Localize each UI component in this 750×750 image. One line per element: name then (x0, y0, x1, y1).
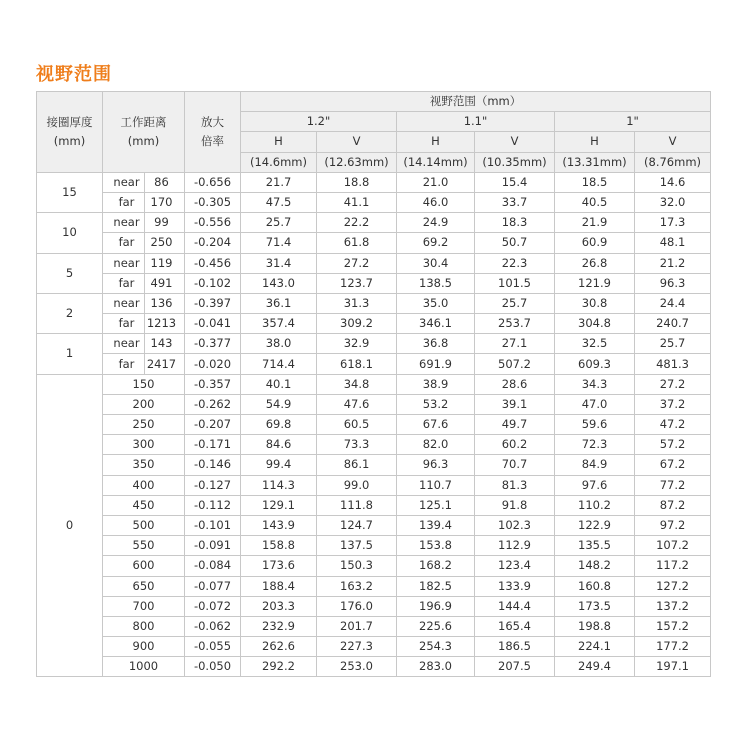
working-distance-cell: 99 (145, 213, 185, 233)
working-distance-cell: 2417 (145, 354, 185, 374)
fov-v-cell: 240.7 (635, 314, 711, 334)
magnification-cell: -0.262 (185, 394, 241, 414)
fov-v-cell: 144.4 (475, 596, 555, 616)
fov-h-cell: 182.5 (397, 576, 475, 596)
table-row (37, 475, 711, 495)
page-title: 视野范围 (36, 64, 112, 85)
working-distance-cell: 150 (103, 374, 185, 394)
table-row (37, 293, 711, 313)
table-row (37, 213, 711, 233)
fov-h-cell: 249.4 (555, 657, 635, 677)
header-h: H (241, 132, 317, 152)
fov-v-cell: 253.0 (317, 657, 397, 677)
magnification-cell: -0.055 (185, 637, 241, 657)
fov-v-cell: 27.2 (317, 253, 397, 273)
fov-h-cell: 304.8 (555, 314, 635, 334)
fov-v-cell: 47.2 (635, 415, 711, 435)
working-distance-cell: 1000 (103, 657, 185, 677)
fov-v-cell: 60.5 (317, 415, 397, 435)
working-distance-cell: 136 (145, 293, 185, 313)
table-row (37, 415, 711, 435)
table-row (37, 435, 711, 455)
fov-v-cell: 27.2 (635, 374, 711, 394)
fov-v-cell: 67.2 (635, 455, 711, 475)
header-h: H (555, 132, 635, 152)
fov-v-cell: 127.2 (635, 576, 711, 596)
table-row (37, 576, 711, 596)
table-row (37, 455, 711, 475)
ring-thickness-cell: 2 (37, 293, 103, 333)
fov-h-cell: 31.4 (241, 253, 317, 273)
table-row (37, 536, 711, 556)
fov-h-cell: 21.7 (241, 172, 317, 192)
fov-v-cell: 481.3 (635, 354, 711, 374)
magnification-cell: -0.305 (185, 192, 241, 212)
fov-h-cell: 18.5 (555, 172, 635, 192)
header-h-size: (14.14mm) (397, 152, 475, 172)
fov-v-cell: 28.6 (475, 374, 555, 394)
working-distance-cell: 600 (103, 556, 185, 576)
fov-v-cell: 165.4 (475, 616, 555, 636)
fov-v-cell: 253.7 (475, 314, 555, 334)
fov-v-cell: 137.2 (635, 596, 711, 616)
fov-h-cell: 59.6 (555, 415, 635, 435)
magnification-cell: -0.377 (185, 334, 241, 354)
working-distance-cell: 119 (145, 253, 185, 273)
fov-v-cell: 124.7 (317, 515, 397, 535)
fov-v-cell: 150.3 (317, 556, 397, 576)
header-v-size: (12.63mm) (317, 152, 397, 172)
fov-v-cell: 14.6 (635, 172, 711, 192)
table-row (37, 495, 711, 515)
fov-v-cell: 32.0 (635, 192, 711, 212)
fov-v-cell: 123.4 (475, 556, 555, 576)
ring-thickness-cell: 15 (37, 172, 103, 212)
fov-h-cell: 32.5 (555, 334, 635, 354)
fov-h-cell: 122.9 (555, 515, 635, 535)
ring-thickness-cell: 5 (37, 253, 103, 293)
fov-v-cell: 207.5 (475, 657, 555, 677)
fov-v-cell: 186.5 (475, 637, 555, 657)
working-distance-cell: 1213 (145, 314, 185, 334)
ring-thickness-cell: 0 (37, 374, 103, 677)
distance-label-cell: near (103, 253, 145, 273)
fov-v-cell: 25.7 (475, 293, 555, 313)
working-distance-cell: 550 (103, 536, 185, 556)
working-distance-cell: 300 (103, 435, 185, 455)
working-distance-cell: 900 (103, 637, 185, 657)
fov-h-cell: 34.3 (555, 374, 635, 394)
magnification-cell: -0.127 (185, 475, 241, 495)
header-sensor-1: 1.1" (397, 112, 555, 132)
fov-h-cell: 67.6 (397, 415, 475, 435)
fov-v-cell: 34.8 (317, 374, 397, 394)
header-fov: 视野范围（mm） (241, 92, 711, 112)
working-distance-cell: 86 (145, 172, 185, 192)
fov-v-cell: 99.0 (317, 475, 397, 495)
fov-v-cell: 107.2 (635, 536, 711, 556)
fov-h-cell: 21.0 (397, 172, 475, 192)
magnification-cell: -0.556 (185, 213, 241, 233)
fov-h-cell: 203.3 (241, 596, 317, 616)
fov-v-cell: 18.8 (317, 172, 397, 192)
table-row (37, 273, 711, 293)
fov-v-cell: 197.1 (635, 657, 711, 677)
magnification-cell: -0.101 (185, 515, 241, 535)
header-v-size: (8.76mm) (635, 152, 711, 172)
fov-h-cell: 160.8 (555, 576, 635, 596)
fov-v-cell: 39.1 (475, 394, 555, 414)
fov-h-cell: 38.9 (397, 374, 475, 394)
fov-v-cell: 309.2 (317, 314, 397, 334)
fov-h-cell: 38.0 (241, 334, 317, 354)
header-sensor-0: 1.2" (241, 112, 397, 132)
magnification-cell: -0.171 (185, 435, 241, 455)
fov-h-cell: 153.8 (397, 536, 475, 556)
header-magnification: 放大 倍率 (185, 92, 241, 173)
fov-h-cell: 71.4 (241, 233, 317, 253)
table-row (37, 334, 711, 354)
fov-v-cell: 111.8 (317, 495, 397, 515)
working-distance-cell: 700 (103, 596, 185, 616)
fov-h-cell: 24.9 (397, 213, 475, 233)
magnification-cell: -0.357 (185, 374, 241, 394)
fov-h-cell: 30.8 (555, 293, 635, 313)
fov-h-cell: 714.4 (241, 354, 317, 374)
fov-h-cell: 148.2 (555, 556, 635, 576)
fov-h-cell: 609.3 (555, 354, 635, 374)
fov-v-cell: 102.3 (475, 515, 555, 535)
fov-v-cell: 101.5 (475, 273, 555, 293)
fov-v-cell: 18.3 (475, 213, 555, 233)
fov-v-cell: 77.2 (635, 475, 711, 495)
fov-h-cell: 110.2 (555, 495, 635, 515)
fov-h-cell: 357.4 (241, 314, 317, 334)
table-body (37, 172, 711, 677)
fov-v-cell: 227.3 (317, 637, 397, 657)
header-v: V (635, 132, 711, 152)
fov-v-cell: 15.4 (475, 172, 555, 192)
magnification-cell: -0.456 (185, 253, 241, 273)
fov-v-cell: 48.1 (635, 233, 711, 253)
fov-h-cell: 72.3 (555, 435, 635, 455)
fov-h-cell: 36.1 (241, 293, 317, 313)
working-distance-cell: 650 (103, 576, 185, 596)
fov-h-cell: 283.0 (397, 657, 475, 677)
working-distance-cell: 450 (103, 495, 185, 515)
table-header (37, 92, 711, 173)
fov-h-cell: 135.5 (555, 536, 635, 556)
fov-v-cell: 81.3 (475, 475, 555, 495)
magnification-cell: -0.146 (185, 455, 241, 475)
magnification-cell: -0.204 (185, 233, 241, 253)
fov-h-cell: 143.0 (241, 273, 317, 293)
fov-h-cell: 232.9 (241, 616, 317, 636)
fov-v-cell: 176.0 (317, 596, 397, 616)
fov-v-cell: 37.2 (635, 394, 711, 414)
fov-v-cell: 117.2 (635, 556, 711, 576)
fov-v-cell: 21.2 (635, 253, 711, 273)
header-h-size: (13.31mm) (555, 152, 635, 172)
fov-v-cell: 87.2 (635, 495, 711, 515)
fov-h-cell: 46.0 (397, 192, 475, 212)
fov-v-cell: 32.9 (317, 334, 397, 354)
fov-v-cell: 507.2 (475, 354, 555, 374)
magnification-cell: -0.041 (185, 314, 241, 334)
working-distance-cell: 200 (103, 394, 185, 414)
working-distance-cell: 800 (103, 616, 185, 636)
magnification-cell: -0.084 (185, 556, 241, 576)
fov-h-cell: 30.4 (397, 253, 475, 273)
fov-h-cell: 36.8 (397, 334, 475, 354)
fov-h-cell: 84.6 (241, 435, 317, 455)
magnification-cell: -0.656 (185, 172, 241, 192)
magnification-cell: -0.102 (185, 273, 241, 293)
fov-h-cell: 40.1 (241, 374, 317, 394)
fov-v-cell: 157.2 (635, 616, 711, 636)
header-sensor-2: 1" (555, 112, 711, 132)
table-row (37, 556, 711, 576)
distance-label-cell: far (103, 354, 145, 374)
table-row (37, 616, 711, 636)
magnification-cell: -0.091 (185, 536, 241, 556)
magnification-cell: -0.072 (185, 596, 241, 616)
magnification-cell: -0.062 (185, 616, 241, 636)
fov-h-cell: 198.8 (555, 616, 635, 636)
fov-v-cell: 91.8 (475, 495, 555, 515)
fov-h-cell: 129.1 (241, 495, 317, 515)
working-distance-cell: 250 (145, 233, 185, 253)
fov-h-cell: 47.0 (555, 394, 635, 414)
fov-h-cell: 25.7 (241, 213, 317, 233)
working-distance-cell: 143 (145, 334, 185, 354)
ring-thickness-cell: 10 (37, 213, 103, 253)
fov-h-cell: 173.5 (555, 596, 635, 616)
fov-h-cell: 691.9 (397, 354, 475, 374)
fov-h-cell: 225.6 (397, 616, 475, 636)
fov-h-cell: 346.1 (397, 314, 475, 334)
fov-h-cell: 82.0 (397, 435, 475, 455)
fov-h-cell: 121.9 (555, 273, 635, 293)
fov-h-cell: 53.2 (397, 394, 475, 414)
fov-h-cell: 262.6 (241, 637, 317, 657)
header-v: V (475, 132, 555, 152)
fov-v-cell: 112.9 (475, 536, 555, 556)
fov-h-cell: 96.3 (397, 455, 475, 475)
fov-h-cell: 114.3 (241, 475, 317, 495)
fov-v-cell: 96.3 (635, 273, 711, 293)
fov-h-cell: 35.0 (397, 293, 475, 313)
fov-v-cell: 137.5 (317, 536, 397, 556)
distance-label-cell: far (103, 192, 145, 212)
fov-v-cell: 22.3 (475, 253, 555, 273)
fov-h-cell: 54.9 (241, 394, 317, 414)
fov-v-cell: 123.7 (317, 273, 397, 293)
table-row (37, 314, 711, 334)
fov-h-cell: 99.4 (241, 455, 317, 475)
header-h-size: (14.6mm) (241, 152, 317, 172)
table-row (37, 354, 711, 374)
distance-label-cell: far (103, 314, 145, 334)
distance-label-cell: near (103, 213, 145, 233)
header-v-size: (10.35mm) (475, 152, 555, 172)
fov-v-cell: 33.7 (475, 192, 555, 212)
working-distance-cell: 350 (103, 455, 185, 475)
fov-v-cell: 177.2 (635, 637, 711, 657)
fov-h-cell: 292.2 (241, 657, 317, 677)
table-row (37, 657, 711, 677)
fov-h-cell: 84.9 (555, 455, 635, 475)
fov-h-cell: 138.5 (397, 273, 475, 293)
fov-h-cell: 224.1 (555, 637, 635, 657)
fov-v-cell: 17.3 (635, 213, 711, 233)
fov-h-cell: 110.7 (397, 475, 475, 495)
fov-v-cell: 27.1 (475, 334, 555, 354)
fov-h-cell: 125.1 (397, 495, 475, 515)
header-working-distance: 工作距离 (mm) (103, 92, 185, 173)
fov-h-cell: 47.5 (241, 192, 317, 212)
fov-v-cell: 31.3 (317, 293, 397, 313)
fov-v-cell: 60.2 (475, 435, 555, 455)
fov-h-cell: 21.9 (555, 213, 635, 233)
fov-v-cell: 201.7 (317, 616, 397, 636)
fov-v-cell: 57.2 (635, 435, 711, 455)
table-row (37, 233, 711, 253)
fov-v-cell: 86.1 (317, 455, 397, 475)
magnification-cell: -0.050 (185, 657, 241, 677)
fov-h-cell: 143.9 (241, 515, 317, 535)
table-row (37, 253, 711, 273)
distance-label-cell: near (103, 293, 145, 313)
table-row (37, 637, 711, 657)
fov-h-cell: 196.9 (397, 596, 475, 616)
header-h: H (397, 132, 475, 152)
fov-h-cell: 188.4 (241, 576, 317, 596)
fov-h-cell: 60.9 (555, 233, 635, 253)
fov-v-cell: 47.6 (317, 394, 397, 414)
fov-v-cell: 73.3 (317, 435, 397, 455)
table-row (37, 374, 711, 394)
fov-v-cell: 41.1 (317, 192, 397, 212)
distance-label-cell: near (103, 172, 145, 192)
distance-label-cell: far (103, 233, 145, 253)
table-row (37, 394, 711, 414)
fov-h-cell: 168.2 (397, 556, 475, 576)
fov-h-cell: 69.2 (397, 233, 475, 253)
working-distance-cell: 250 (103, 415, 185, 435)
working-distance-cell: 400 (103, 475, 185, 495)
fov-table (36, 91, 711, 677)
fov-v-cell: 97.2 (635, 515, 711, 535)
table-row (37, 172, 711, 192)
distance-label-cell: near (103, 334, 145, 354)
fov-v-cell: 61.8 (317, 233, 397, 253)
fov-v-cell: 70.7 (475, 455, 555, 475)
working-distance-cell: 491 (145, 273, 185, 293)
fov-v-cell: 22.2 (317, 213, 397, 233)
magnification-cell: -0.112 (185, 495, 241, 515)
ring-thickness-cell: 1 (37, 334, 103, 374)
table-row (37, 596, 711, 616)
working-distance-cell: 170 (145, 192, 185, 212)
fov-v-cell: 25.7 (635, 334, 711, 354)
fov-h-cell: 254.3 (397, 637, 475, 657)
magnification-cell: -0.207 (185, 415, 241, 435)
table-row (37, 515, 711, 535)
fov-v-cell: 24.4 (635, 293, 711, 313)
table-row (37, 192, 711, 212)
distance-label-cell: far (103, 273, 145, 293)
magnification-cell: -0.397 (185, 293, 241, 313)
fov-v-cell: 49.7 (475, 415, 555, 435)
fov-h-cell: 40.5 (555, 192, 635, 212)
fov-v-cell: 163.2 (317, 576, 397, 596)
fov-h-cell: 26.8 (555, 253, 635, 273)
header-v: V (317, 132, 397, 152)
fov-h-cell: 158.8 (241, 536, 317, 556)
fov-h-cell: 173.6 (241, 556, 317, 576)
magnification-cell: -0.020 (185, 354, 241, 374)
fov-h-cell: 97.6 (555, 475, 635, 495)
magnification-cell: -0.077 (185, 576, 241, 596)
working-distance-cell: 500 (103, 515, 185, 535)
fov-h-cell: 139.4 (397, 515, 475, 535)
fov-v-cell: 50.7 (475, 233, 555, 253)
fov-v-cell: 618.1 (317, 354, 397, 374)
header-ring-thickness: 接圈厚度 (mm) (37, 92, 103, 173)
fov-v-cell: 133.9 (475, 576, 555, 596)
fov-h-cell: 69.8 (241, 415, 317, 435)
